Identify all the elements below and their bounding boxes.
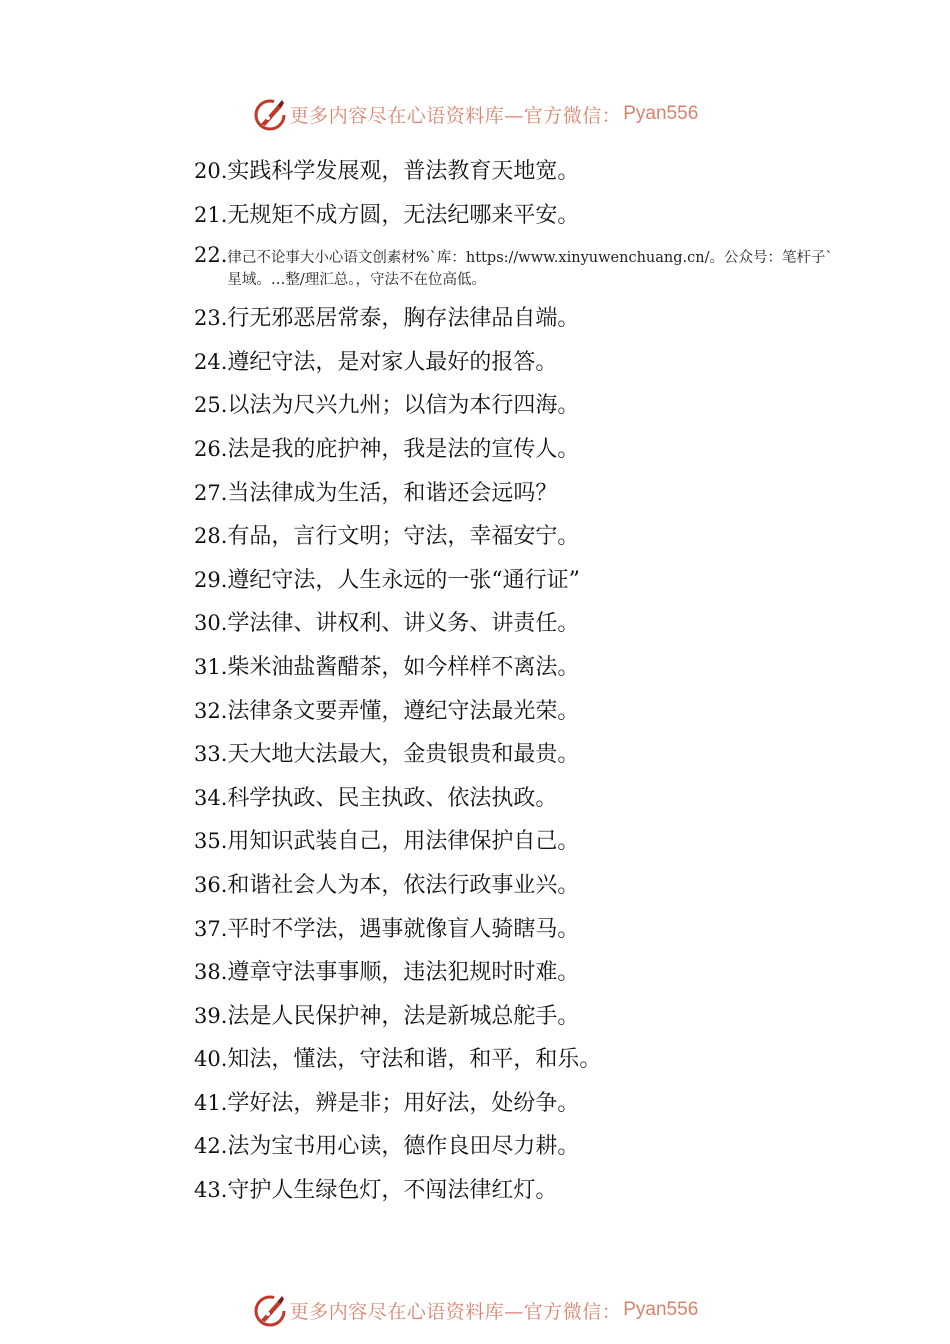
list-item <box>194 777 834 821</box>
item-number: 23. <box>194 306 228 331</box>
item-text: 和谐社会人为本，依法行政事业兴。 <box>227 872 580 898</box>
item-text: 平时不学法，遇事就像盲人骑瞎马。 <box>227 916 580 942</box>
banner-handle: Pyan556 <box>623 103 699 124</box>
item-number: 34. <box>194 785 228 810</box>
list-item <box>194 559 834 603</box>
item-text: 当法律成为生活，和谐还会远吗？ <box>227 480 558 506</box>
list-item <box>194 194 834 238</box>
list-item <box>194 1125 834 1169</box>
item-number: 29. <box>194 567 228 592</box>
list-item <box>194 995 834 1039</box>
item-number: 22. <box>194 243 228 268</box>
item-number: 38. <box>194 960 228 985</box>
item-number: 20. <box>194 159 228 183</box>
list-item <box>194 297 834 341</box>
list-item <box>194 1169 834 1213</box>
list-item <box>194 820 834 864</box>
item-number: 32. <box>194 698 228 723</box>
item-number: 27. <box>194 480 228 505</box>
list-item <box>194 150 834 194</box>
banner-text: 更多内容尽在心语资料库—官方微信： <box>289 104 622 127</box>
item-text: 学好法，辨是非；用好法，处纷争。 <box>227 1090 580 1116</box>
item-number: 31. <box>194 654 228 679</box>
item-number: 25. <box>194 393 228 418</box>
item-number: 36. <box>194 872 228 897</box>
header-banner <box>0 94 950 134</box>
list-item <box>194 1038 834 1082</box>
item-text: 知法，懂法，守法和谐，和平，和乐。 <box>227 1047 602 1073</box>
item-number: 26. <box>194 436 228 461</box>
item-number: 43. <box>194 1178 228 1203</box>
item-text: 遵纪守法，是对家人最好的报答。 <box>227 349 558 375</box>
list-item <box>194 384 834 428</box>
list-item-watermarked <box>194 237 834 297</box>
item-number: 39. <box>194 1003 228 1028</box>
banner-text: 更多内容尽在心语资料库—官方微信： <box>289 1300 622 1323</box>
pen-logo-icon <box>252 1292 288 1328</box>
item-text: 无规矩不成方圆，无法纪哪来平安。 <box>227 202 580 228</box>
banner-handle: Pyan556 <box>623 1299 699 1320</box>
item-text: 遵章守法事事顺，违法犯规时时难。 <box>227 960 580 986</box>
item-number: 24. <box>194 349 228 374</box>
list-item <box>194 472 834 516</box>
item-text: 以法为尺兴九州；以信为本行四海。 <box>227 393 580 419</box>
list-item <box>194 1082 834 1126</box>
list-item <box>194 646 834 690</box>
item-number: 33. <box>194 742 228 767</box>
list-item <box>194 428 834 472</box>
list-item <box>194 951 834 995</box>
item-number: 42. <box>194 1134 228 1159</box>
item-number: 37. <box>194 916 228 941</box>
item-text: 法是我的庇护神，我是法的宣传人。 <box>227 436 580 462</box>
list-item <box>194 864 834 908</box>
list-item <box>194 341 834 385</box>
item-number: 35. <box>194 829 228 854</box>
item-text: 守护人生绿色灯，不闯法律红灯。 <box>227 1178 558 1204</box>
item-text: 学法律、讲权利、讲义务、讲责任。 <box>227 611 580 637</box>
item-text: 遵纪守法，人生永远的一张“通行证” <box>227 567 580 593</box>
list-item <box>194 690 834 734</box>
item-text: 行无邪恶居常泰，胸存法律品自端。 <box>227 306 580 332</box>
item-text: 法是人民保护神，法是新城总舵手。 <box>227 1003 580 1029</box>
item-number: 28. <box>194 524 228 549</box>
pen-logo-icon <box>252 96 288 132</box>
item-text: 用知识武装自己，用法律保护自己。 <box>227 829 580 855</box>
slogan-list <box>194 150 834 1213</box>
item-number: 41. <box>194 1090 228 1115</box>
item-text: 科学执政、民主执政、依法执政。 <box>227 785 558 811</box>
item-text: 柴米油盐酱醋茶，如今样样不离法。 <box>227 654 580 680</box>
item-number: 30. <box>194 611 228 636</box>
item-number: 40. <box>194 1047 228 1072</box>
item-text: 天大地大法最大，金贵银贵和最贵。 <box>227 742 580 768</box>
footer-banner <box>0 1290 950 1330</box>
item-text: 法律条文要弄懂，遵纪守法最光荣。 <box>227 698 580 724</box>
list-item <box>194 733 834 777</box>
item-text: 法为宝书用心读，德作良田尽力耕。 <box>227 1134 580 1160</box>
list-item <box>194 908 834 952</box>
list-item <box>194 602 834 646</box>
list-item <box>194 515 834 559</box>
item-number: 21. <box>194 202 228 227</box>
item-text: 律己不论事大小心语文创素材%`库：https://www.xinyuwenchuang.cn/。公众号：笔杆子`星域。…整/理汇总。，守法不在位高低。 <box>227 250 833 289</box>
item-text: 实践科学发展观，普法教育天地宽。 <box>227 159 580 184</box>
item-text: 有品，言行文明；守法，幸福安宁。 <box>227 524 580 550</box>
